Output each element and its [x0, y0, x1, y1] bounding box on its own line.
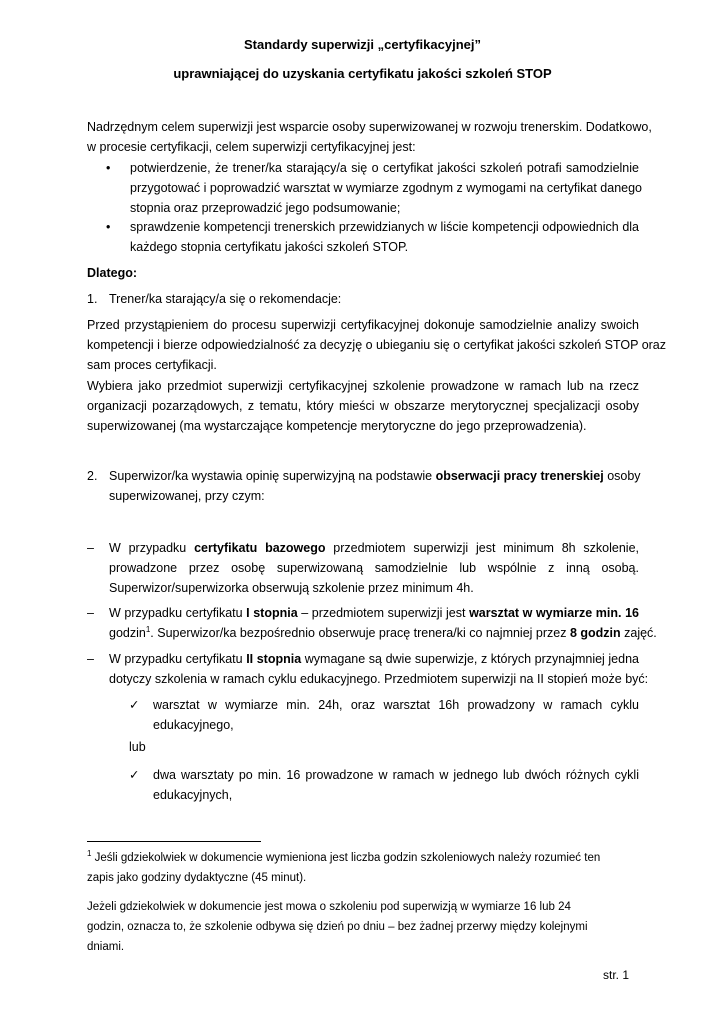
footnote-line: Jeżeli gdziekolwiek w dokumencie jest mowa o szkoleniu pod superwizją w wymiarze 16 lub 24 [87, 901, 571, 913]
document-subtitle: uprawniającej do uzyskania certyfikatu jakości szkoleń STOP [173, 66, 552, 81]
bullet-marker: • [106, 161, 111, 175]
paragraph [87, 315, 667, 375]
check-line: edukacyjnego, [153, 718, 234, 732]
paragraph [87, 376, 639, 436]
intro-line: w procesie certyfikacji, celem superwizji certyfikacyjnej jest: [87, 140, 416, 154]
dash-line [109, 649, 639, 669]
paragraph-line: Przed przystąpieniem do procesu superwizji certyfikacyjnej dokonuje samodzielnie analizy swoich [87, 318, 639, 332]
check-item [153, 695, 639, 735]
bold-run: I stopnia [246, 606, 298, 620]
check-icon: ✓ [129, 768, 140, 782]
text-run: W przypadku [109, 541, 195, 555]
paragraph-line: kompetencji i bierze odpowiedzialność za decyzję o ubieganiu się o certyfikat jakości szkoleń STOP oraz [87, 338, 667, 352]
dash-line [109, 623, 657, 643]
bold-run: 8 godzin [569, 626, 621, 640]
dash-item [109, 538, 639, 598]
bullet-item [130, 158, 643, 218]
footnote-line: zapis jako godziny dydaktyczne (45 minut). [87, 872, 307, 884]
footnote-number: 1 [87, 849, 92, 859]
dash-line: prowadzone przez osobę superwizowaną samodzielnie lub wspólnie z inną osobą. [109, 561, 639, 575]
footnote-separator [87, 841, 261, 842]
footnote-line [87, 848, 639, 868]
bold-run: obserwacji pracy trenerskiej [435, 469, 604, 483]
check-item [153, 765, 639, 805]
dash-line [109, 538, 639, 558]
bullet-line: sprawdzenie kompetencji trenerskich przewidzianych w liście kompetencji odpowiednich dla [130, 220, 639, 234]
bold-run: II stopnia [246, 652, 302, 666]
check-line: edukacyjnych, [153, 788, 233, 802]
dash-line [109, 603, 639, 623]
footnote-line: godzin, oznacza to, że szkolenie odbywa się dzień po dniu – bez żadnej przerwy między kolejnymi [87, 921, 588, 933]
intro-paragraph [87, 117, 652, 157]
dash-marker: – [87, 541, 94, 555]
document-title: Standardy superwizji „certyfikacyjnej” [244, 37, 481, 52]
paragraph-line: superwizowanej (ma wystarczające kompetencje merytoryczne do jego przeprowadzenia). [87, 419, 587, 433]
list-number: 1. [87, 292, 98, 306]
bullet-line: potwierdzenie, że trener/ka starający/a się o certyfikat jakości szkoleń potrafi samodzielnie [130, 161, 639, 175]
footnote-line: dniami. [87, 941, 125, 953]
bullet-item [130, 217, 639, 257]
paragraph-line: sam proces certyfikacji. [87, 358, 217, 372]
paragraph-line: Wybiera jako przedmiot superwizji certyfikacyjnej szkolenie prowadzone w ramach lub na rzecz [87, 379, 639, 393]
bullet-line: każdego stopnia certyfikatu jakości szkoleń STOP. [130, 240, 409, 254]
text-run: Superwizor/ka wystawia opinię superwizyjną na podstawie [109, 469, 436, 483]
list-item-1: Trener/ka starający/a się o rekomendacje: [109, 292, 342, 306]
intro-line: Nadrzędnym celem superwizji jest wsparcie osoby superwizowanej w rozwoju trenerskim. Dodatkowo, [87, 120, 652, 134]
footnote-ref: 1 [145, 624, 151, 634]
paragraph-line: organizacji pozarządowych, z tematu, który mieści w obszarze merytorycznej specjalizacji osoby [87, 399, 639, 413]
check-line: dwa warsztaty po min. 16 prowadzone w ramach w jednego lub dwóch różnych cykli [153, 768, 639, 782]
dash-item [109, 649, 649, 689]
text-run: przedmiotem superwizji jest minimum 8h szkolenie, [325, 541, 639, 555]
lub-text: lub [129, 740, 146, 754]
dash-item [109, 603, 657, 643]
text-run: W przypadku certyfikatu [109, 606, 247, 620]
check-line: warsztat w wymiarze min. 24h, oraz warsztat 16h prowadzony w ramach cyklu [153, 698, 639, 712]
dlatego-heading: Dlatego: [87, 266, 137, 280]
text-run: osoby [603, 469, 641, 483]
dash-line: dotyczy szkolenia w ramach cyklu edukacyjnego. Przedmiotem superwizji na II stopień może być: [109, 672, 649, 686]
text-run: wymagane są dwie superwizje, z których przynajmniej jedna [301, 652, 639, 666]
text-run: W przypadku certyfikatu [109, 652, 247, 666]
dash-line: Superwizor/superwizorka obserwują szkolenie przez minimum 4h. [109, 581, 474, 595]
list-number: 2. [87, 469, 98, 483]
dash-marker: – [87, 606, 94, 620]
text-run: . Superwizor/ka bezpośrednio obserwuje pracę trenera/ki co najmniej przez [150, 626, 570, 640]
footnote [87, 848, 639, 888]
dash-marker: – [87, 652, 94, 666]
text-run: – przedmiotem superwizji jest [297, 606, 470, 620]
page-number: str. 1 [603, 968, 630, 982]
list-item-line [109, 466, 639, 486]
check-icon: ✓ [129, 698, 140, 712]
bullet-line: stopnia oraz przeprowadzić jego podsumowanie; [130, 201, 401, 215]
list-item-line: superwizowanej, przy czym: [109, 489, 265, 503]
text-run: Jeśli gdziekolwiek w dokumencie wymieniona jest liczba godzin szkoleniowych należy rozumieć ten [91, 852, 601, 864]
list-item-2 [109, 466, 639, 506]
bold-run: warsztat w wymiarze min. 16 [469, 606, 639, 620]
bullet-marker: • [106, 220, 111, 234]
bullet-line: przygotować i poprowadzić warsztat w wymiarze zgodnym z wymogami na certyfikat danego [130, 181, 643, 195]
text-run: godzin [109, 626, 146, 640]
footnote-paragraph [87, 897, 639, 957]
bold-run: certyfikatu bazowego [194, 541, 326, 555]
text-run: zajęć. [620, 626, 657, 640]
